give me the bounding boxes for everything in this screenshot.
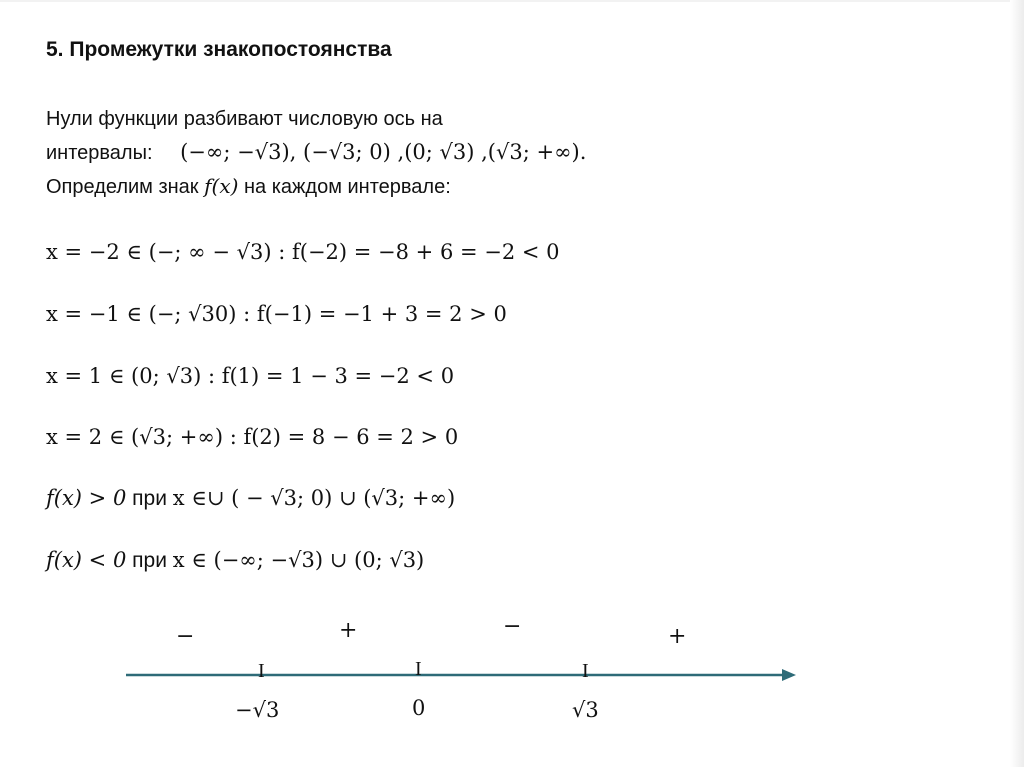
sign-interval-2: +	[339, 618, 358, 643]
intervals-list: (−∞; −√3), (−√3; 0) ,(0; √3) ,(√3; +∞).	[180, 140, 587, 164]
slide-top-edge	[0, 0, 1024, 2]
equation-x-minus-1: x = −1 ∈ (−; √30) : f(−1) = −1 + 3 = 2 > 0	[46, 302, 507, 326]
point-zero: 0	[412, 696, 426, 720]
page-title: 5. Промежутки знакопостоянства	[46, 38, 392, 61]
intro-line-3	[46, 174, 451, 199]
tick-sqrt3: I	[582, 660, 589, 682]
equation-x-1: x = 1 ∈ (0; √3) : f(1) = 1 − 3 = −2 < 0	[46, 364, 455, 388]
conclusion-negative-lhs: f(x) < 0	[46, 548, 127, 572]
conclusion-negative-rhs: x ∈ (−∞; −√3) ∪ (0; √3)	[172, 548, 425, 572]
intro-line-3-prefix: Определим знак	[46, 176, 205, 198]
sign-interval-4: +	[668, 624, 687, 649]
point-sqrt3: √3	[572, 698, 599, 722]
equation-x-2: x = 2 ∈ (√3; +∞) : f(2) = 8 − 6 = 2 > 0	[46, 425, 459, 449]
tick-zero: I	[415, 658, 422, 680]
function-symbol: f(x)	[204, 174, 239, 198]
sign-interval-3: −	[503, 614, 522, 639]
conclusion-negative-word: при	[126, 549, 173, 572]
intervals-label: интервалы:	[46, 142, 153, 164]
intro-line-2	[46, 140, 586, 165]
conclusion-negative	[46, 548, 424, 573]
tick-minus-sqrt3: I	[258, 660, 265, 682]
conclusion-positive-lhs: f(x) > 0	[46, 486, 127, 510]
conclusion-positive	[46, 486, 455, 511]
slide-right-edge	[1010, 0, 1024, 767]
equation-x-minus-2: x = −2 ∈ (−; ∞ − √3) : f(−2) = −8 + 6 = −2 < 0	[46, 240, 560, 264]
number-line-axis	[120, 660, 800, 690]
intro-line-3-suffix: на каждом интервале:	[238, 176, 451, 198]
conclusion-positive-rhs: x ∈∪ ( − √3; 0) ∪ (√3; +∞)	[172, 486, 456, 510]
conclusion-positive-word: при	[126, 487, 173, 510]
point-minus-sqrt3: −√3	[235, 698, 280, 722]
intro-line-1: Нули функции разбивают числовую ось на	[46, 108, 443, 130]
sign-interval-1: −	[176, 624, 195, 649]
